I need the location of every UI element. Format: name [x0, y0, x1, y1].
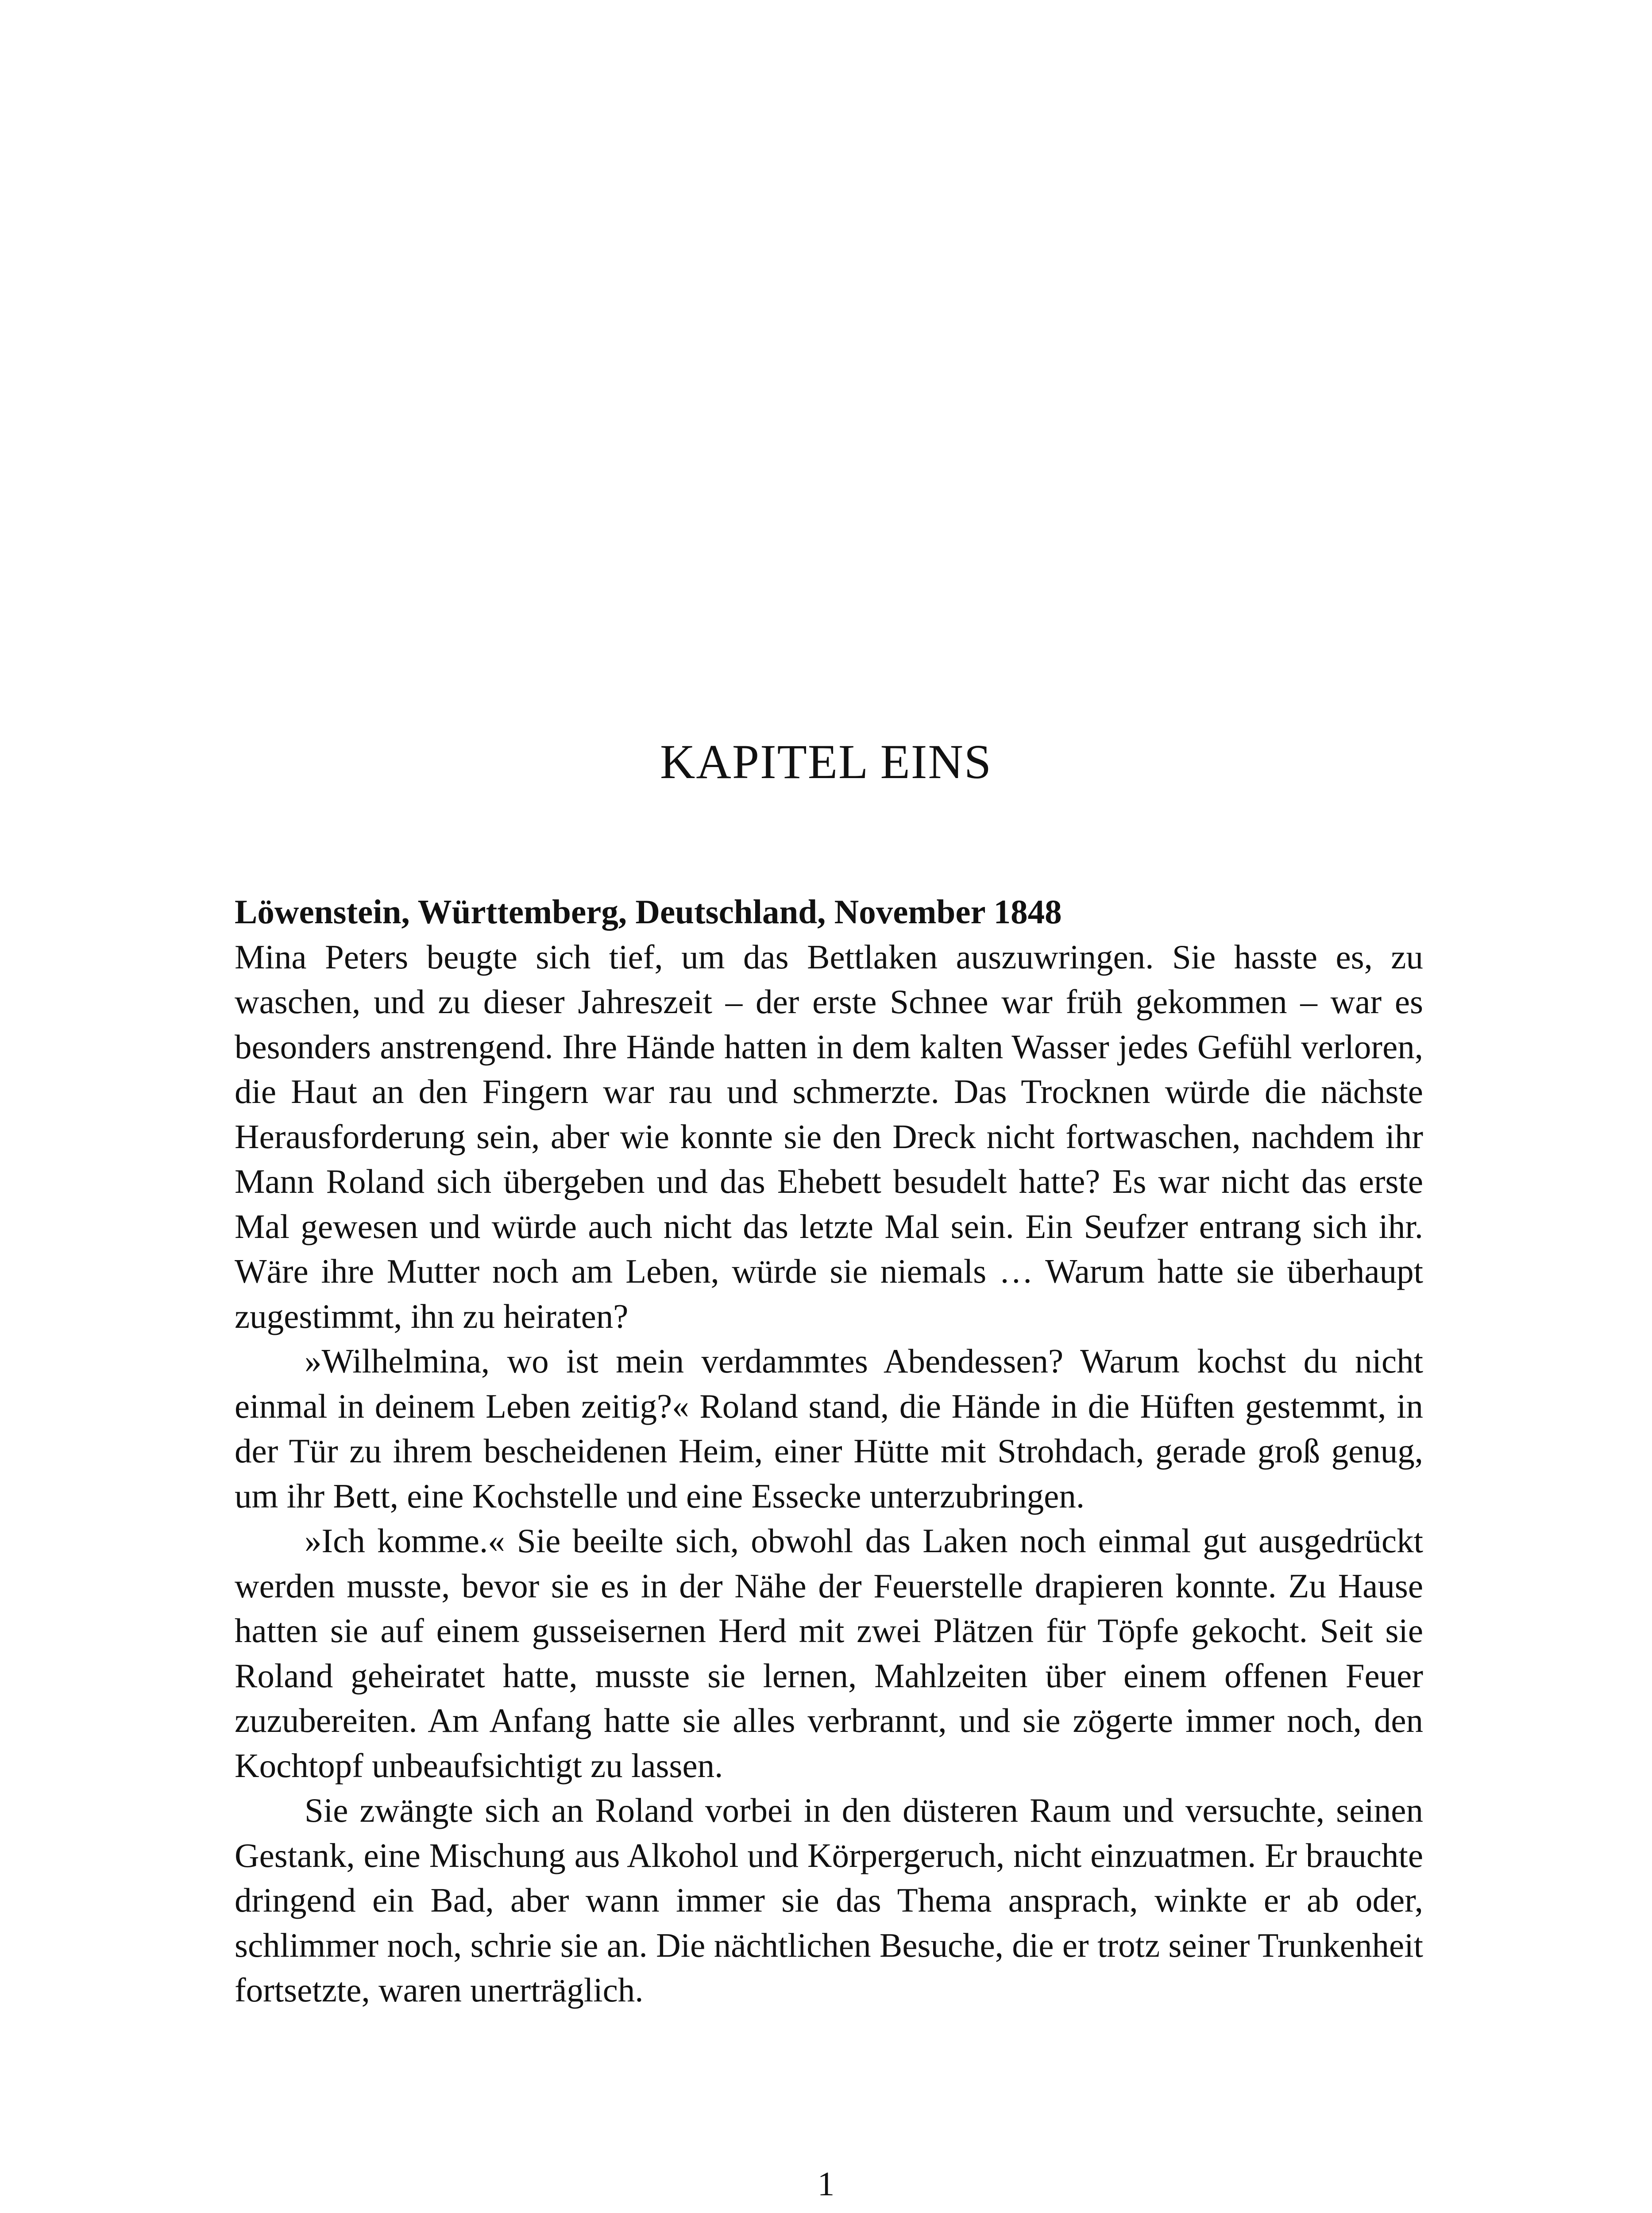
chapter-title: KAPITEL EINS [660, 735, 992, 789]
paragraph: »Wilhelmina, wo ist mein verdammtes Abendessen? Warum kochst du nicht einmal in deinem Leben zeitig?« Roland stand, die Hände in die Hüften gestemmt, in der Tür zu ihrem bescheidenen Heim, einer Hütte mit Strohdach, gerade groß genug, um ihr Bett, eine Kochstelle und eine Essecke unterzubringen. [235, 1342, 1423, 1515]
paragraph: Sie zwängte sich an Roland vorbei in den düsteren Raum und versuchte, seinen Gestank, eine Mischung aus Alkohol und Körpergeruch, nicht einzuatmen. Er brauchte dringend ein Bad, aber wann immer sie das Thema ansprach, winkte er ab oder, schlimmer noch, schrie sie an. Die nächtlichen Besuche, die er trotz seiner Trunkenheit fortsetzte, waren unerträglich. [235, 1791, 1423, 2009]
page-number: 1 [817, 2165, 835, 2203]
paragraph: Mina Peters beugte sich tief, um das Bettlaken auszuwringen. Sie hasste es, zu waschen, und zu dieser Jahreszeit – der erste Schnee war früh gekommen – war es besonders anstrengend. Ihre Hände hatten in dem kalten Wasser jedes Gefühl verloren, die Haut an den Fingern war rau und schmerzte. Das Trocknen würde die nächste Herausforderung sein, aber wie konnte sie den Dreck nicht fortwaschen, nachdem ihr Mann Roland sich übergeben und das Ehebett besudelt hatte? Es war nicht das erste Mal gewesen und würde auch nicht das letzte Mal sein. Ein Seufzer entrang sich ihr. Wäre ihre Mutter noch am Leben, würde sie niemals … Warum hatte sie überhaupt zugestimmt, ihn zu heiraten? [235, 937, 1423, 1335]
paragraph: »Ich komme.« Sie beeilte sich, obwohl das Laken noch einmal gut ausgedrückt werden musste, bevor sie es in der Nähe der Feuerstelle drapieren konnte. Zu Hause hatten sie auf einem gusseisernen Herd mit zwei Plätzen für Töpfe gekocht. Seit sie Roland geheiratet hatte, musste sie lernen, Mahlzeiten über einem offenen Feuer zuzubereiten. Am Anfang hatte sie alles verbrannt, und sie zögerte immer noch, den Kochtopf unbeaufsichtigt zu lassen. [235, 1522, 1423, 1785]
location-heading: Löwenstein, Württemberg, Deutschland, November 1848 [235, 893, 1062, 931]
chapter-body [235, 890, 1423, 2013]
